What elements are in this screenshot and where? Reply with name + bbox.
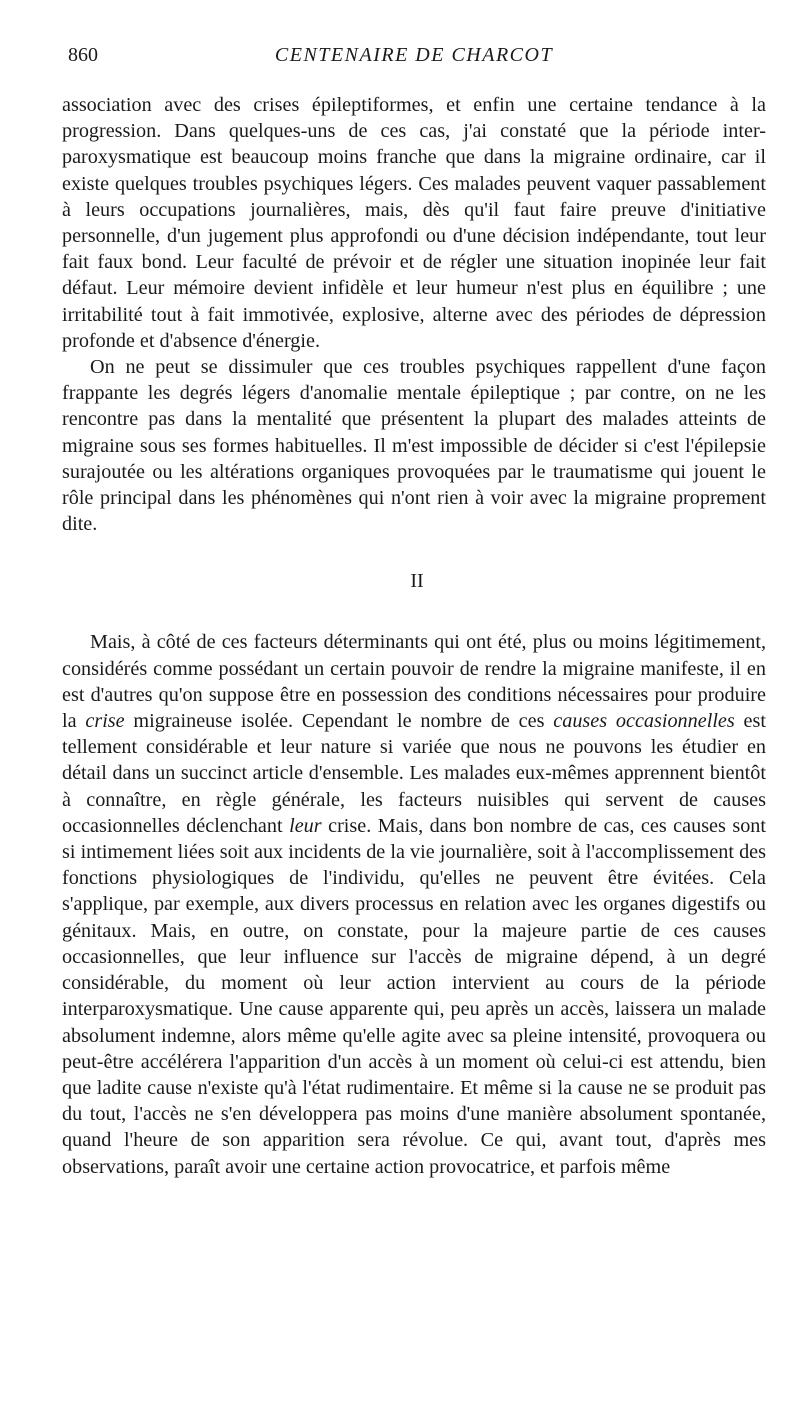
running-title: CENTENAIRE DE CHARCOT <box>274 44 554 66</box>
text-run: migraineuse isolée. Cependant le nombre de ces <box>124 710 554 733</box>
body-text <box>62 92 766 1180</box>
paragraph: On ne peut se dissimuler que ces troubles psychiques rappellent d'une façon frappante les degrés légers d'anomalie mentale épileptique ; par contre, on ne les rencontre pas dans la mentalité que présentent la plupart des malades atteints de migraine sous ses formes habituelles. Il m'est impossible de décider si c'est l'épilepsie surajoutée ou les altérations organiques provoquées par le traumatisme qui jouent le rôle principal dans les phénomènes qui n'ont rien à voir avec la migraine proprement dite. <box>62 356 766 536</box>
emphasis-text: causes occasionnelles <box>553 710 735 733</box>
document-page <box>62 40 766 1180</box>
running-header <box>62 40 766 74</box>
emphasis-text: crise <box>85 710 125 733</box>
page-number: 860 <box>68 44 98 66</box>
paragraph-continuation: association avec des crises épileptiformes, et enfin une certaine tendance à la progression. Dans quelques-uns de ces cas, j'ai constaté que la période inter-paroxysmatique est beaucoup moins franche que dans la migraine ordinaire, car il existe quelques troubles psychiques légers. Ces malades peuvent vaquer passablement à leurs occupations journalières, mais, dès qu'il faut faire preuve d'initiative personnelle, d'un jugement plus approfondi ou d'une décision indépendante, tout leur fait faux bond. Leur faculté de prévoir et de régler une situation inopinée leur fait défaut. Leur mémoire devient infidèle et leur humeur n'est plus en équilibre ; une irritabilité tout à fait immotivée, explosive, alterne avec des périodes de dépression profonde et d'absence d'énergie. <box>62 94 766 352</box>
paragraph-section-two <box>62 629 766 1179</box>
text-run: Mais, à côté de ces facteurs déterminants qui ont été, plus ou moins légitimement, considérés comme possédant un certain pouvoir de rendre la migraine manifeste, il en est d'autres qu'on suppose être en possession des conditions nécessaires pour produire la <box>62 631 766 733</box>
emphasis-text: leur <box>289 814 322 837</box>
text-run: crise. Mais, dans bon nombre de cas, ces causes sont si intimement liées soit aux incidents de la vie journalière, soit à l'accomplissement des fonctions physiologiques de l'individu, qu'elles ne peuvent être évitées. Cela s'applique, par exemple, aux divers processus en relation avec les organes digestifs ou génitaux. Mais, en outre, on constate, pour la majeure partie de ces causes occasionnelles, que leur influence sur l'accès de migraine dépend, à un degré considérable, du moment où leur action intervient au cours de la période interparoxysmatique. Une cause apparente qui, peu après un accès, laissera un malade absolument indemne, alors même qu'elle agite avec sa pleine intensité, provoquera ou peut-être accélérera l'apparition d'un accès à un moment où celui-ci est attendu, bien que ladite cause n'existe qu'à l'état rudimentaire. Et même si la cause ne se produit pas du tout, l'accès ne s'en développera pas moins d'une manière absolument spontanée, quand l'heure de son apparition sera révolue. Ce qui, avant tout, d'après mes observations, paraît avoir une certaine action provocatrice, et parfois même <box>62 814 767 1178</box>
section-heading: II <box>410 570 424 593</box>
text-run: est tellement considérable et leur nature si variée que nous ne pouvons les étudier en détail dans un succinct article d'ensemble. Les malades eux-mêmes apprennent bientôt à connaître, en règle générale, les facteurs nuisibles qui servent de causes occasionnelles déclenchant <box>62 710 766 837</box>
